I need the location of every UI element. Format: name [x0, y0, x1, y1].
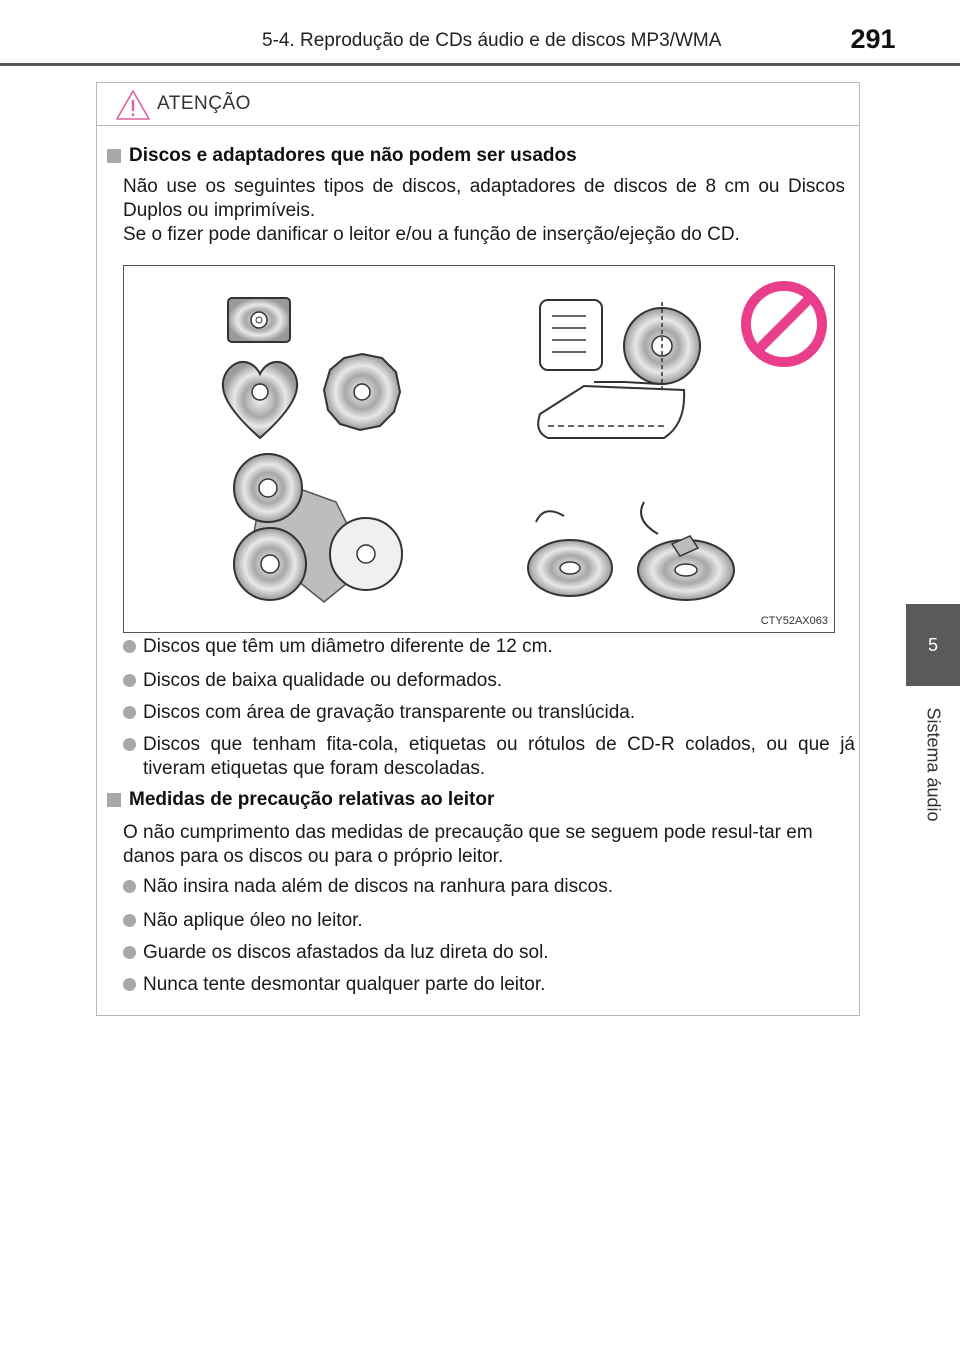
bullet-dot-icon [123, 640, 136, 653]
section-title-discs [107, 145, 577, 167]
section-square-icon [107, 793, 121, 807]
list-item [123, 669, 855, 693]
disc-illustration [123, 265, 835, 633]
section-title-precautions [107, 789, 494, 811]
section-square-icon [107, 149, 121, 163]
chapter-title [908, 696, 958, 832]
bullet-dot-icon [123, 880, 136, 893]
chapter-tab[interactable] [906, 604, 960, 686]
heart-disc [223, 362, 297, 438]
bullet-dot-icon [123, 914, 136, 927]
list-item-text: Discos com área de gravação transparente ou translúcida. [143, 702, 636, 723]
list-item-text: Discos que têm um diâmetro diferente de 12 cm. [143, 636, 553, 657]
dual-disc-detail [538, 300, 700, 438]
list-item-text: Discos de baixa qualidade ou deformados. [143, 670, 503, 691]
list-item-text: Guarde os discos afastados da luz direta do sol. [143, 942, 549, 963]
list-item-text: Não aplique óleo no leitor. [143, 910, 363, 931]
adapter-discs [234, 454, 402, 602]
section-title-text: Discos e adaptadores que não podem ser usados [129, 145, 577, 166]
disc-illustration-graphic [124, 266, 834, 632]
page-number: 291 [850, 24, 896, 54]
list-item-text: Não insira nada além de discos na ranhura para discos. [143, 876, 613, 897]
bullet-dot-icon [123, 978, 136, 991]
bullet-dot-icon [123, 946, 136, 959]
list-item-text: Nunca tente desmontar qualquer parte do leitor. [143, 974, 546, 995]
chapter-title-text: Sistema áudio [923, 706, 944, 822]
section-title-text: Medidas de precaução relativas ao leitor [129, 789, 495, 810]
warning-label: ATENÇÃO [157, 93, 251, 114]
square-disc [228, 298, 290, 342]
paragraph: O não cumprimento das medidas de precaução que se seguem pode resul-tar em danos para os discos ou para o próprio leitor. [123, 822, 813, 867]
warning-box [96, 82, 860, 1016]
paragraph: Não use os seguintes tipos de discos, adaptadores de discos de 8 cm ou Discos Duplos ou imprimíveis. [123, 176, 845, 221]
polygon-disc [324, 354, 400, 430]
figure-code: CTY52AX063 [760, 615, 828, 627]
warning-triangle-icon [115, 89, 151, 121]
prohibited-icon [746, 286, 822, 362]
bullet-dot-icon [123, 674, 136, 687]
header-rule [0, 63, 960, 66]
bullet-dot-icon [123, 738, 136, 751]
list-item [123, 909, 855, 933]
list-item [123, 635, 855, 659]
list-item [123, 941, 855, 965]
damaged-discs [528, 502, 734, 600]
bullet-dot-icon [123, 706, 136, 719]
paragraph: Se o fizer pode danificar o leitor e/ou a função de inserção/ejeção do CD. [123, 224, 740, 245]
list-item-text: Discos que tenham fita-cola, etiquetas ou rótulos de CD-R colados, ou que já tiveram etiquetas que foram descoladas. [143, 734, 855, 779]
list-item [123, 733, 855, 781]
list-item [123, 701, 855, 725]
chapter-number: 5 [927, 634, 938, 655]
warning-header [97, 83, 859, 126]
header-title: 5-4. Reprodução de CDs áudio e de discos MP3/WMA [262, 30, 722, 51]
list-item [123, 973, 855, 997]
list-item [123, 875, 855, 899]
